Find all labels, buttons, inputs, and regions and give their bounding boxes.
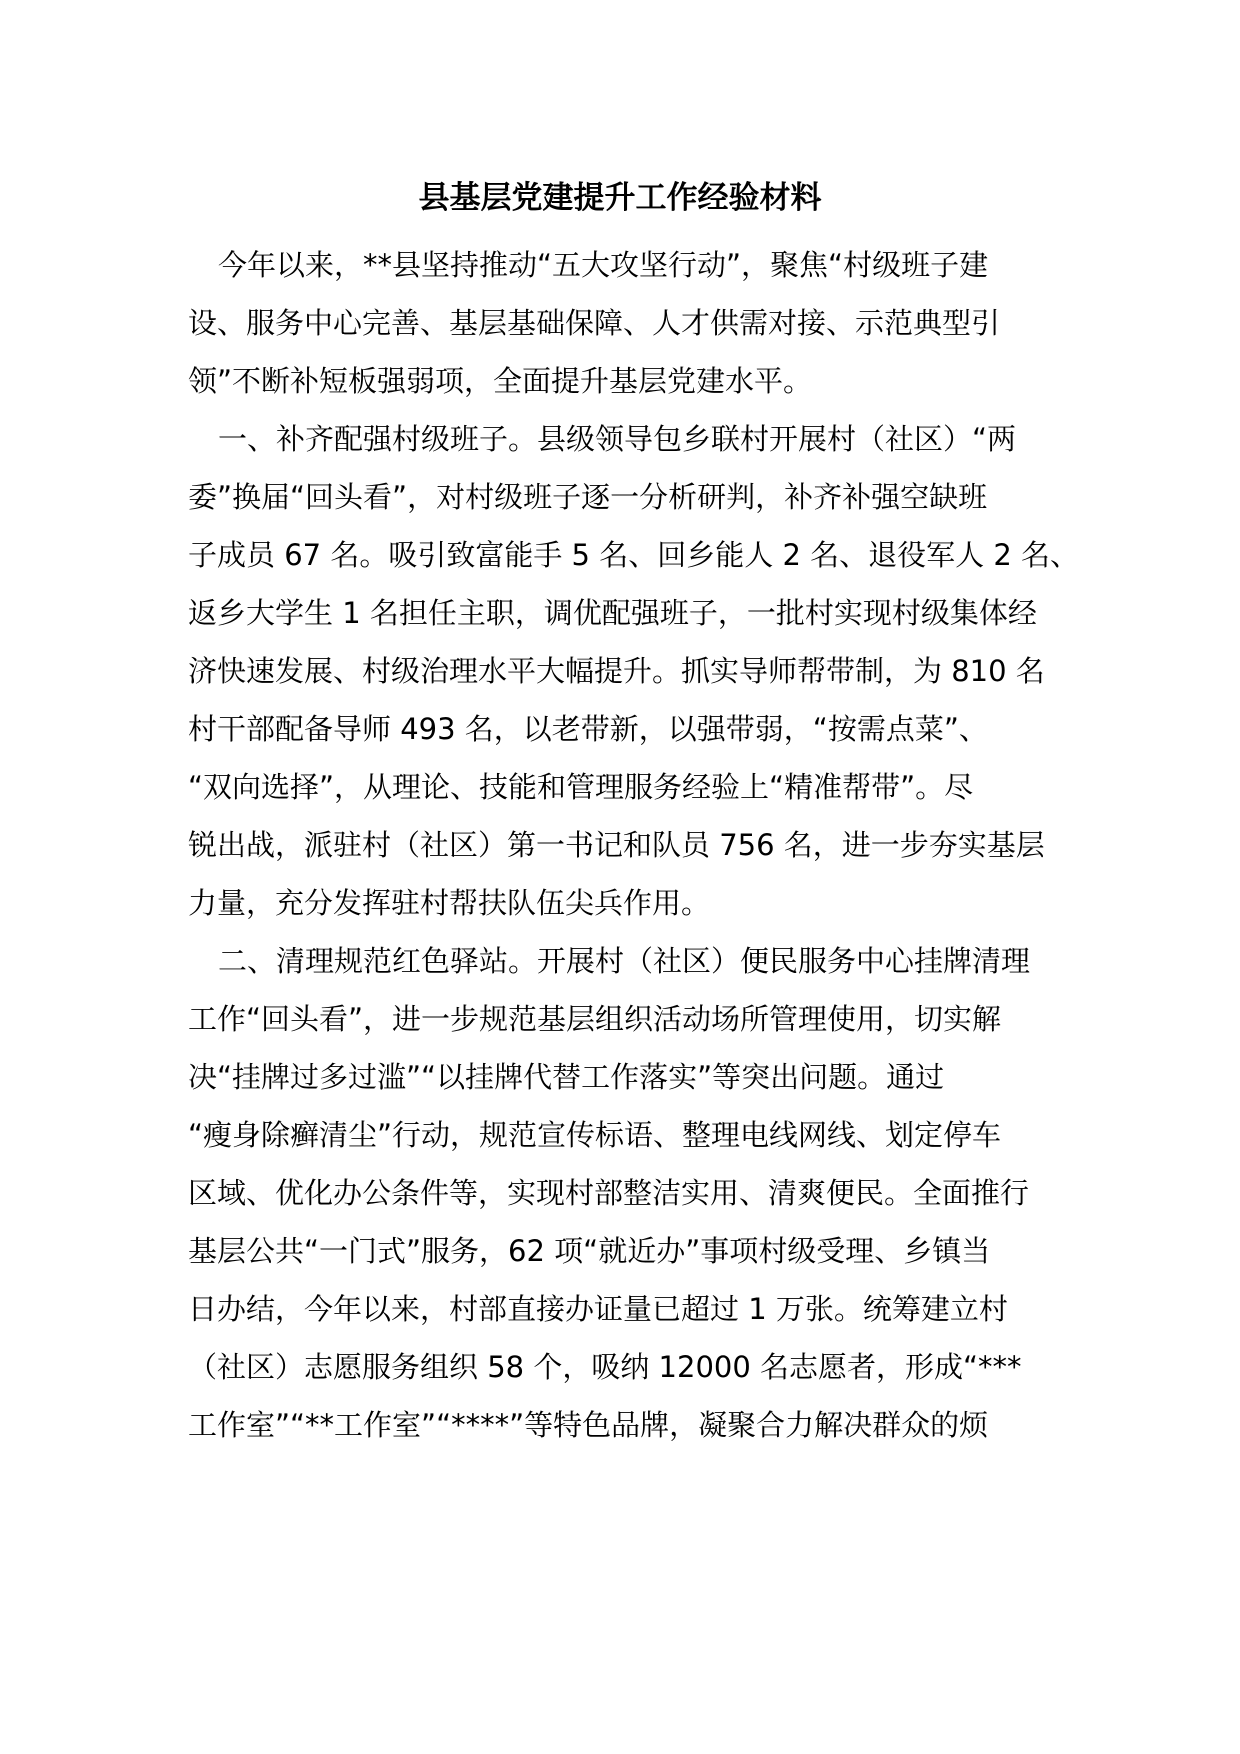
paragraph-2-line-6: 村干部配备导师 493 名，以老带新，以强带弱，“按需点菜”、 <box>188 712 988 746</box>
paragraph-3-line-5: 区域、优化办公条件等，实现村部整洁实用、清爽便民。全面推行 <box>188 1176 1030 1210</box>
paragraph-2-line-1: 一、补齐配强村级班子。县级领导包乡联村开展村（社区）“两 <box>218 422 1017 456</box>
paragraph-2-line-8: 锐出战，派驻村（社区）第一书记和队员 756 名，进一步夯实基层 <box>188 828 1045 862</box>
paragraph-3-line-9: 工作室”“**工作室”“****”等特色品牌，凝聚合力解决群众的烦 <box>188 1408 989 1442</box>
paragraph-2-line-5: 济快速发展、村级治理水平大幅提升。抓实导师帮带制，为 810 名 <box>188 654 1045 688</box>
paragraph-3-line-8: （社区）志愿服务组织 58 个，吸纳 12000 名志愿者，形成“*** <box>188 1350 1022 1384</box>
paragraph-1-line-2: 设、服务中心完善、基层基础保障、人才供需对接、示范典型引 <box>188 306 1001 340</box>
paragraph-2-line-2: 委”换届“回头看”，对村级班子逐一分析研判，补齐补强空缺班 <box>188 480 988 514</box>
paragraph-3-line-6: 基层公共“一门式”服务，62 项“就近办”事项村级受理、乡镇当 <box>188 1234 991 1268</box>
paragraph-3-line-4: “瘦身除癣清尘”行动，规范宣传标语、整理电线网线、划定停车 <box>188 1118 1002 1152</box>
paragraph-1-line-3: 领”不断补短板强弱项，全面提升基层党建水平。 <box>188 364 813 398</box>
paragraph-3-line-7: 日办结，今年以来，村部直接办证量已超过 1 万张。统筹建立村 <box>188 1292 1008 1326</box>
paragraph-2-line-9: 力量，充分发挥驻村帮扶队伍尖兵作用。 <box>188 886 711 920</box>
paragraph-2-line-3: 子成员 67 名。吸引致富能手 5 名、回乡能人 2 名、退役军人 2 名、 <box>188 538 1080 572</box>
document-title: 县基层党建提升工作经验材料 <box>418 180 822 216</box>
paragraph-3-line-2: 工作“回头看”，进一步规范基层组织活动场所管理使用，切实解 <box>188 1002 1002 1036</box>
paragraph-2-line-7: “双向选择”，从理论、技能和管理服务经验上“精准帮带”。尽 <box>188 770 974 804</box>
paragraph-1-line-1: 今年以来，**县坚持推动“五大攻坚行动”，聚焦“村级班子建 <box>218 248 989 282</box>
paragraph-2-line-4: 返乡大学生 1 名担任主职，调优配强班子，一批村实现村级集体经 <box>188 596 1037 630</box>
paragraph-3-line-3: 决“挂牌过多过滥”“以挂牌代替工作落实”等突出问题。通过 <box>188 1060 945 1094</box>
paragraph-3-line-1: 二、清理规范红色驿站。开展村（社区）便民服务中心挂牌清理 <box>218 944 1031 978</box>
